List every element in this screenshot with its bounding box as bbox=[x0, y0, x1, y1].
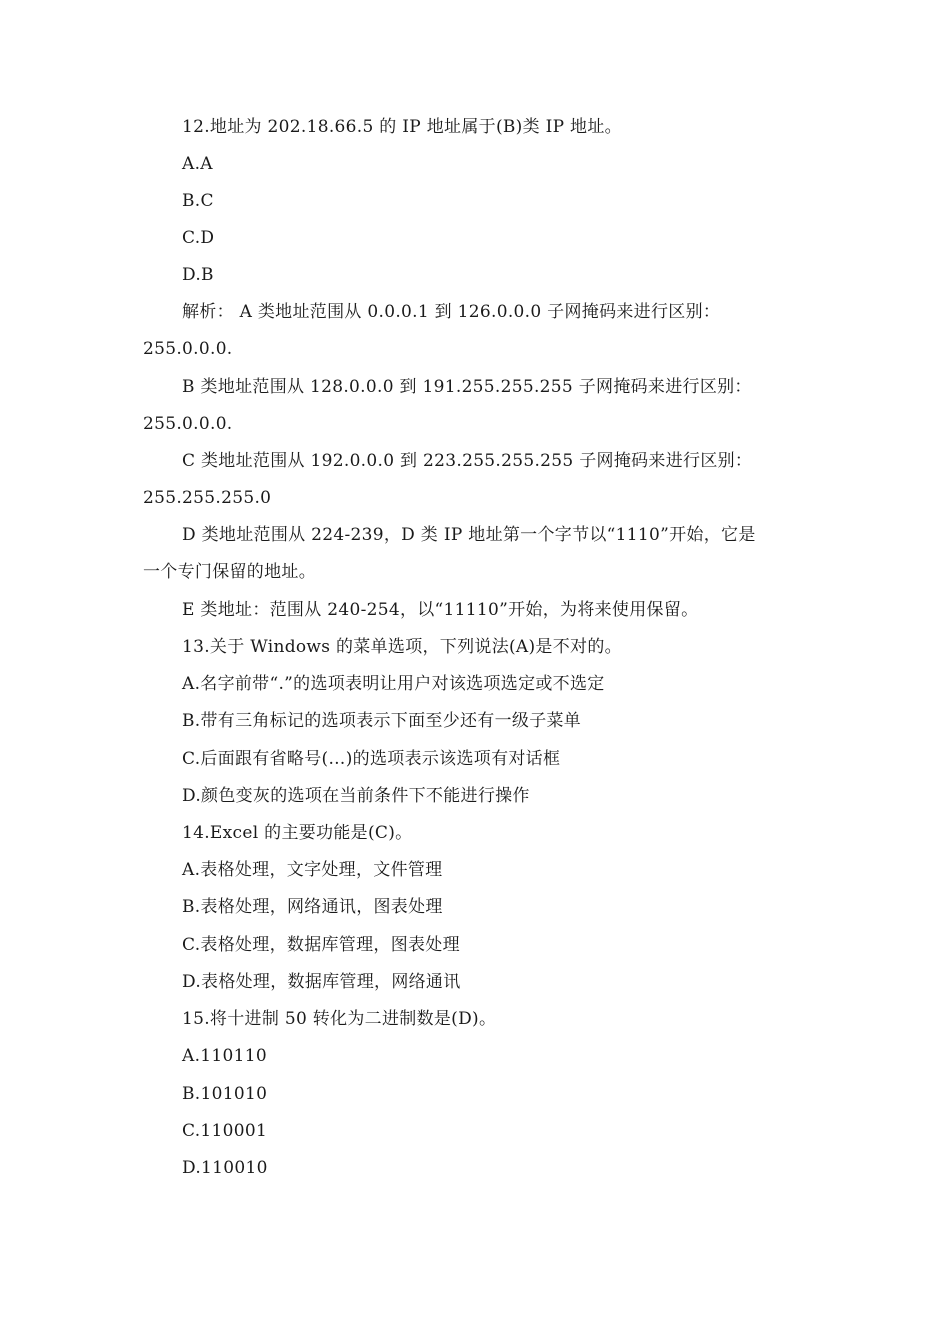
question-14: 14.Excel 的主要功能是(C)。 bbox=[182, 823, 413, 843]
question-13: 13.关于 Windows 的菜单选项，下列说法(A)是不对的。 bbox=[182, 637, 622, 657]
q14-option-c: C.表格处理，数据库管理，图表处理 bbox=[182, 935, 460, 955]
q12-analysis-class-b-mask: 255.0.0.0. bbox=[143, 414, 233, 434]
q12-option-a: A.A bbox=[182, 154, 213, 174]
q12-option-d: D.B bbox=[182, 265, 214, 285]
q12-analysis-class-d: D 类地址范围从 224-239，D 类 IP 地址第一个字节以“1110”开始，它是 bbox=[182, 525, 756, 545]
q13-option-c: C.后面跟有省略号(…)的选项表示该选项有对话框 bbox=[182, 749, 561, 769]
q13-option-d: D.颜色变灰的选项在当前条件下不能进行操作 bbox=[182, 786, 530, 806]
question-15: 15.将十进制 50 转化为二进制数是(D)。 bbox=[182, 1009, 497, 1029]
q13-option-b: B.带有三角标记的选项表示下面至少还有一级子菜单 bbox=[182, 711, 582, 731]
q14-option-a: A.表格处理，文字处理，文件管理 bbox=[182, 860, 443, 880]
q15-option-c: C.110001 bbox=[182, 1121, 268, 1141]
q12-analysis-class-c-mask: 255.255.255.0 bbox=[143, 488, 272, 508]
q14-option-b: B.表格处理，网络通讯，图表处理 bbox=[182, 897, 443, 917]
q12-analysis-class-b: B 类地址范围从 128.0.0.0 到 191.255.255.255 子网掩码来进行区别： bbox=[182, 377, 752, 397]
q12-analysis-class-e: E 类地址：范围从 240-254，以“11110”开始，为将来使用保留。 bbox=[182, 600, 699, 620]
q12-analysis-class-a: 解析： A 类地址范围从 0.0.0.1 到 126.0.0.0 子网掩码来进行区别： bbox=[182, 302, 721, 322]
q12-analysis-class-c: C 类地址范围从 192.0.0.0 到 223.255.255.255 子网掩码来进行区别： bbox=[182, 451, 753, 471]
q15-option-d: D.110010 bbox=[182, 1158, 268, 1178]
q13-option-a: A.名字前带“.”的选项表明让用户对该选项选定或不选定 bbox=[182, 674, 605, 694]
q12-analysis-class-d-cont: 一个专门保留的地址。 bbox=[143, 562, 316, 582]
q12-analysis-class-a-mask: 255.0.0.0. bbox=[143, 339, 233, 359]
q12-option-c: C.D bbox=[182, 228, 215, 248]
q15-option-a: A.110110 bbox=[182, 1046, 267, 1066]
question-12: 12.地址为 202.18.66.5 的 IP 地址属于(B)类 IP 地址。 bbox=[182, 117, 622, 137]
q12-option-b: B.C bbox=[182, 191, 214, 211]
q14-option-d: D.表格处理，数据库管理，网络通讯 bbox=[182, 972, 461, 992]
q15-option-b: B.101010 bbox=[182, 1084, 268, 1104]
